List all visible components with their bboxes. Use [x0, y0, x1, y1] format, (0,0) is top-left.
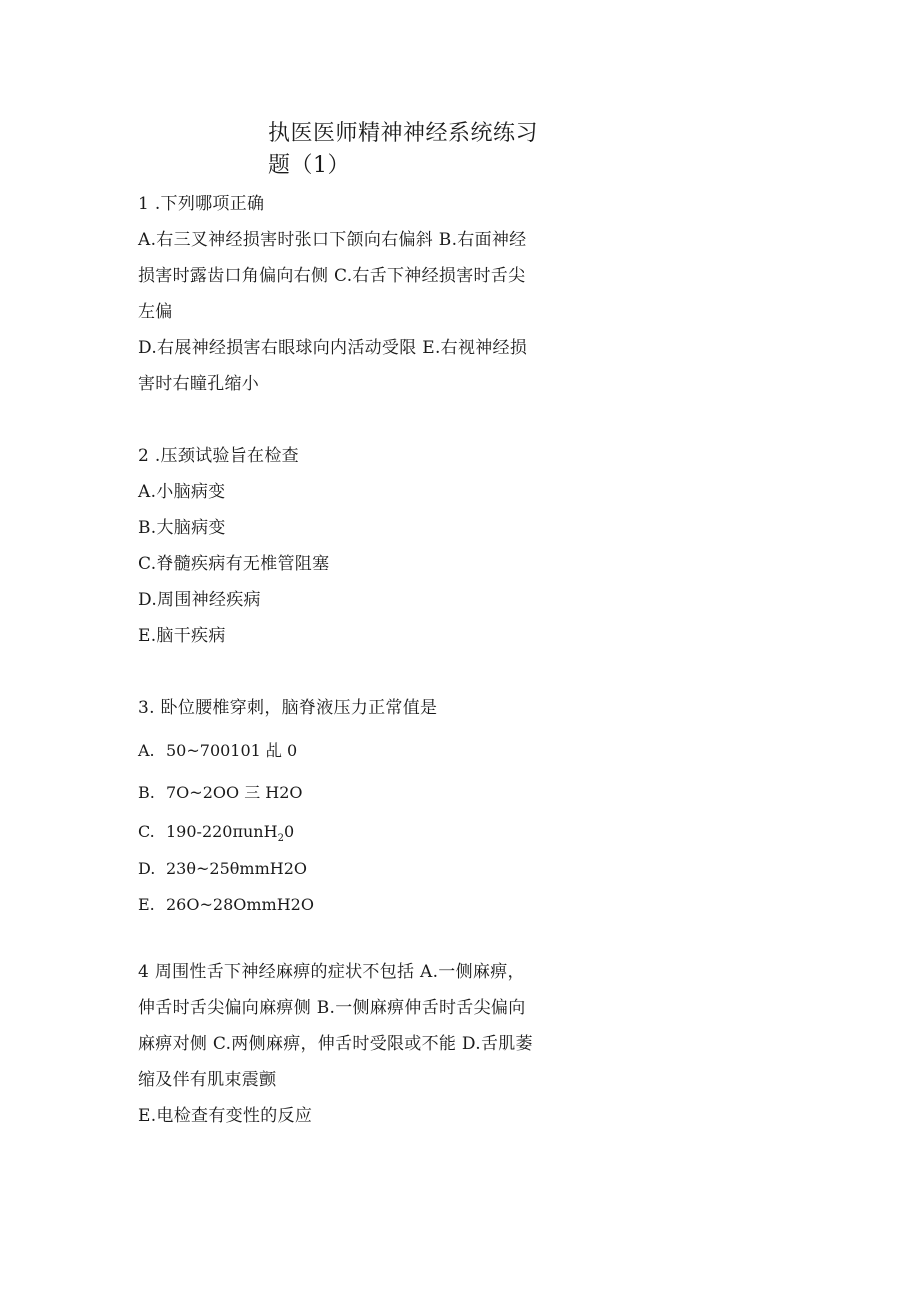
q4-line-4: 缩及伴有肌束震颤 — [138, 1070, 277, 1090]
q1-line-3: 左偏 — [138, 302, 173, 322]
option-text: 26O~28OmmH2O — [166, 895, 314, 914]
q2-option-e: E.脑干疾病 — [138, 626, 226, 646]
q3-option-c — [138, 820, 294, 851]
q1-stem: 1 .下列哪项正确 — [138, 194, 265, 214]
option-text-tail: 0 — [283, 822, 295, 841]
option-letter: D. — [138, 859, 156, 878]
option-text: 23θ~25θmmH2O — [166, 859, 307, 878]
option-letter: C. — [138, 822, 155, 841]
option-text: 7O~2OO 三 H2O — [166, 783, 303, 802]
option-letter: E. — [138, 895, 155, 914]
q2-stem: 2 .压颈试验旨在检查 — [138, 446, 299, 466]
q2-option-b: B.大脑病变 — [138, 518, 226, 538]
q4-line-3: 麻痹对侧 C.两侧麻痹，伸舌时受限或不能 D.舌肌萎 — [138, 1034, 533, 1054]
q4-line-1: 4 周围性舌下神经麻痹的症状不包括 A.一侧麻痹， — [138, 962, 525, 982]
q1-line-4: D.右展神经损害右眼球向内活动受限 E.右视神经损 — [138, 338, 528, 358]
option-text: 190-220πunH — [166, 822, 278, 841]
q1-line-2: 损害时露齿口角偏向右侧 C.右舌下神经损害时舌尖 — [138, 266, 526, 286]
q2-option-c: C.脊髓疾病有无椎管阻塞 — [138, 554, 330, 574]
option-letter: A. — [138, 741, 155, 760]
q3-stem: 3. 卧位腰椎穿刺，脑脊液压力正常值是 — [138, 698, 438, 718]
q1-line-5: 害时右瞳孔缩小 — [138, 374, 260, 394]
title-line-1: 执医医师精神神经系统练习 — [268, 121, 539, 146]
q3-option-a — [138, 739, 297, 763]
q2-option-a: A.小脑病变 — [138, 482, 226, 502]
title-line-2: 题（1） — [268, 153, 350, 178]
option-text: 50~700101 乩 0 — [166, 741, 298, 760]
q3-option-b — [138, 781, 303, 805]
q2-option-d: D.周围神经疾病 — [138, 590, 261, 610]
q3-option-d — [138, 857, 307, 881]
document-title — [268, 118, 558, 182]
q4-line-2: 伸舌时舌尖偏向麻痹侧 B.一侧麻痹伸舌时舌尖偏向 — [138, 998, 526, 1018]
q1-line-1: A.右三叉神经损害时张口下颌向右偏斜 B.右面神经 — [138, 230, 527, 250]
option-letter: B. — [138, 783, 155, 802]
q4-line-5: E.电检查有变性的反应 — [138, 1106, 313, 1126]
q3-option-e — [138, 893, 314, 917]
option-subscript: 2 — [277, 833, 284, 845]
